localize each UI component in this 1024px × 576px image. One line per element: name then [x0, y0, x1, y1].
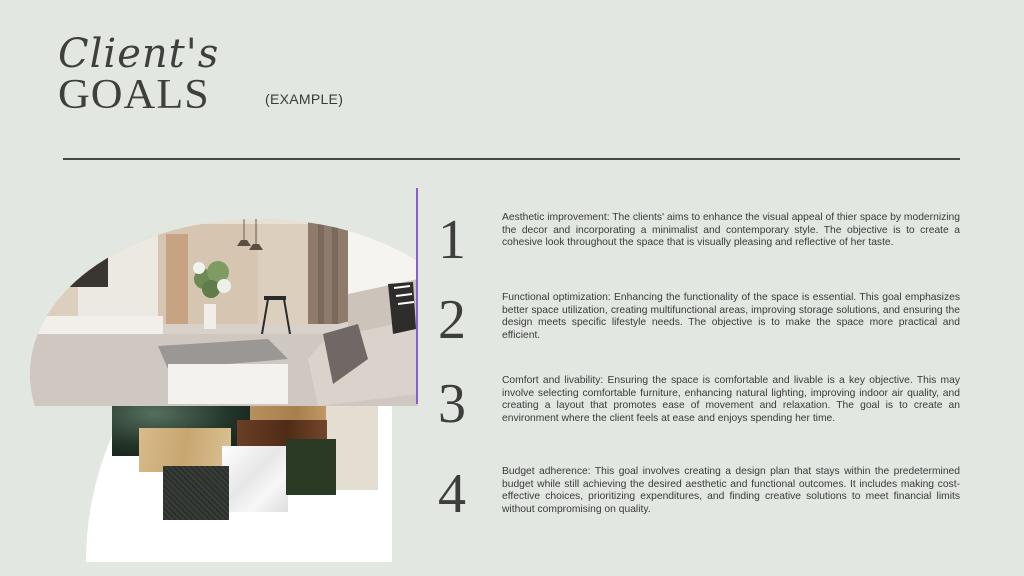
living-room-photo	[18, 184, 418, 406]
goal-number-3: 3	[438, 373, 466, 435]
swatch-white-fabric	[222, 446, 288, 512]
goal-number-1: 1	[438, 209, 466, 271]
goal-text-2: Functional optimization: Enhancing the functionality of the space is essential. This goal emphasizes better space utilization, creating multifunctional areas, improving storage solutions, and ensuring the design meets specific lifestyle needs. The objective is to make the space more practical and efficient.	[502, 292, 960, 341]
photo-accent-line	[416, 188, 418, 404]
header-divider	[63, 158, 960, 160]
title-script: Client's	[58, 31, 220, 77]
swatch-moss-green	[286, 439, 336, 495]
swatch-charcoal-weave	[163, 466, 229, 520]
example-label: (EXAMPLE)	[265, 91, 344, 107]
goal-number-4: 4	[438, 463, 466, 525]
goal-text-1: Aesthetic improvement: The clients' aims to enhance the visual appeal of thier space by modernizing the decor and incorporating a minimalist and contemporary style. The objective is to create a cohesive look throughout the space that is visually pleasing and reflective of her taste.	[502, 212, 960, 249]
goal-number-2: 2	[438, 289, 466, 351]
page-title: GOALS	[58, 71, 210, 118]
goal-text-4: Budget adherence: This goal involves creating a design plan that stays within the predetermined budget while still achieving the desired aesthetic and functional outcomes. It includes making cost-effective choices, prioritizing expenditures, and finding creative solutions to meet financial limits without compromising on quality.	[502, 466, 960, 515]
goal-text-3: Comfort and livability: Ensuring the space is comfortable and livable is a key objective. This may involve selecting comfortable furniture, enhancing natural lighting, improving indoor air quality, and creating a layout that promotes ease of movement and relaxation. The goal is to create an environment where the client feels at ease and enjoys spending her time.	[502, 375, 960, 424]
